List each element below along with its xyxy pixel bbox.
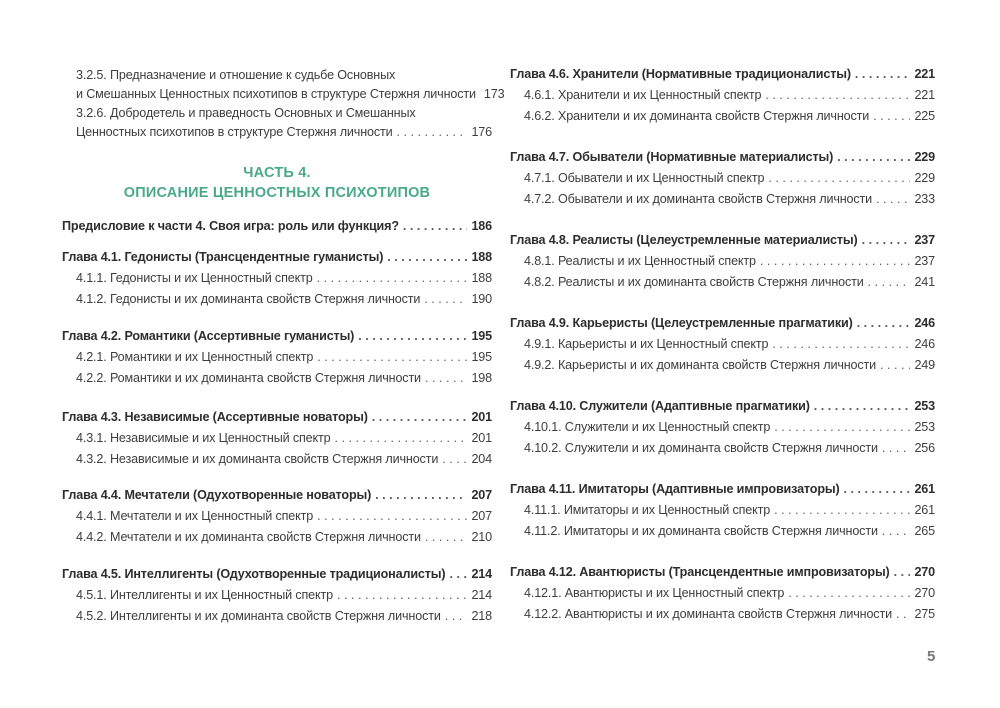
toc-chapter[interactable] <box>510 482 935 497</box>
leader-dots <box>788 586 910 601</box>
toc-subsection[interactable] <box>510 192 935 207</box>
page-ref: 270 <box>914 565 935 579</box>
leader-dots <box>880 358 910 373</box>
toc-subsection[interactable] <box>62 292 492 307</box>
leader-dots <box>774 420 910 435</box>
toc-chapter[interactable] <box>510 565 935 580</box>
page-ref: 253 <box>914 399 935 413</box>
toc-subsection[interactable] <box>62 530 492 545</box>
toc-entry-title: 4.11.1. Имитаторы и их Ценностный спектр <box>524 503 771 517</box>
toc-subsection[interactable] <box>62 271 492 286</box>
leader-dots <box>397 123 468 142</box>
toc-subsection[interactable] <box>62 588 492 603</box>
toc-entry-line2: и Смешанных Ценностных психотипов в структуре Стержня личности <box>76 87 476 101</box>
page-ref: 270 <box>914 586 935 600</box>
toc-chapter[interactable] <box>510 67 935 82</box>
toc-subsection[interactable] <box>510 607 935 622</box>
toc-entry-title: Глава 4.1. Гедонисты (Трансцендентные гуманисты) <box>62 250 384 264</box>
toc-chapter[interactable] <box>62 250 492 265</box>
toc-entry-title: Глава 4.4. Мечтатели (Одухотворенные новаторы) <box>62 488 372 502</box>
toc-subsection[interactable] <box>510 275 935 290</box>
leader-dots <box>882 441 911 456</box>
leader-dots <box>334 431 467 446</box>
leader-dots <box>424 292 467 307</box>
leader-dots <box>442 452 467 467</box>
toc-entry-title: Глава 4.6. Хранители (Нормативные традиционалисты) <box>510 67 851 81</box>
page-number: 5 <box>927 648 936 665</box>
toc-entry-title: Глава 4.12. Авантюристы (Трансцендентные импровизаторы) <box>510 565 890 579</box>
leader-dots <box>894 565 911 580</box>
toc-subsection[interactable] <box>510 88 935 103</box>
leader-dots <box>317 350 467 365</box>
page-ref: 246 <box>914 316 935 330</box>
leader-dots <box>876 192 910 207</box>
leader-dots <box>862 233 911 248</box>
toc-entry-title: Глава 4.11. Имитаторы (Адаптивные импровизаторы) <box>510 482 840 496</box>
toc-subsection[interactable] <box>62 609 492 624</box>
toc-entry-title: 4.3.2. Независимые и их доминанта свойств Стержня личности <box>76 452 439 466</box>
page-ref: 241 <box>914 275 935 289</box>
leader-dots <box>403 219 468 234</box>
leader-dots <box>857 316 911 331</box>
page-ref: 214 <box>471 588 492 602</box>
leader-dots <box>425 530 468 545</box>
leader-dots <box>372 410 468 425</box>
toc-entry-title: 4.4.1. Мечтатели и их Ценностный спектр <box>76 509 314 523</box>
toc-entry-title: Глава 4.5. Интеллигенты (Одухотворенные традиционалисты) <box>62 567 446 581</box>
toc-subsection[interactable] <box>62 350 492 365</box>
leader-dots <box>772 337 910 352</box>
toc-subsection[interactable] <box>510 337 935 352</box>
toc-entry-title: 4.1.1. Гедонисты и их Ценностный спектр <box>76 271 313 285</box>
toc-entry-3-2-5[interactable] <box>62 66 505 104</box>
leader-dots <box>760 254 911 269</box>
leader-dots <box>814 399 911 414</box>
toc-subsection[interactable] <box>62 452 492 467</box>
page-ref: 233 <box>914 192 935 206</box>
page-ref: 246 <box>914 337 935 351</box>
toc-entry-title: 4.5.1. Интеллигенты и их Ценностный спектр <box>76 588 334 602</box>
toc-entry-title: Глава 4.3. Независимые (Ассертивные новаторы) <box>62 410 368 424</box>
toc-entry-title: Глава 4.10. Служители (Адаптивные прагматики) <box>510 399 810 413</box>
leader-dots <box>873 109 910 124</box>
page-ref: 221 <box>914 88 935 102</box>
toc-entry-3-2-6[interactable] <box>62 104 492 142</box>
page-ref: 198 <box>471 371 492 385</box>
toc-entry-title: 4.9.1. Карьеристы и их Ценностный спектр <box>524 337 769 351</box>
leader-dots <box>896 607 910 622</box>
toc-entry-title: 4.7.1. Обыватели и их Ценностный спектр <box>524 171 765 185</box>
leader-dots <box>765 88 910 103</box>
page-ref: 229 <box>914 171 935 185</box>
toc-entry-title: 4.2.2. Романтики и их доминанта свойств Стержня личности <box>76 371 421 385</box>
leader-dots <box>774 503 910 518</box>
toc-subsection[interactable] <box>510 441 935 456</box>
leader-dots <box>449 567 467 582</box>
toc-entry-title: 4.12.2. Авантюристы и их доминанта свойств Стержня личности <box>524 607 892 621</box>
toc-subsection[interactable] <box>510 420 935 435</box>
toc-subsection[interactable] <box>510 171 935 186</box>
leader-dots <box>768 171 910 186</box>
toc-subsection[interactable] <box>62 431 492 446</box>
toc-subsection[interactable] <box>510 586 935 601</box>
leader-dots <box>375 488 467 503</box>
toc-entry-title: 4.11.2. Имитаторы и их доминанта свойств Стержня личности <box>524 524 878 538</box>
toc-entry-title: 4.4.2. Мечтатели и их доминанта свойств Стержня личности <box>76 530 421 544</box>
page-ref: 249 <box>914 358 935 372</box>
part-number: ЧАСТЬ 4. <box>243 165 311 181</box>
toc-subsection[interactable] <box>510 524 935 539</box>
toc-subsection[interactable] <box>62 509 492 524</box>
toc-entry-title: 4.6.2. Хранители и их доминанта свойств Стержня личности <box>524 109 870 123</box>
toc-subsection[interactable] <box>62 371 492 386</box>
leader-dots <box>868 275 911 290</box>
page-ref: 190 <box>471 292 492 306</box>
leader-dots <box>844 482 911 497</box>
page-ref: 210 <box>471 530 492 544</box>
page-ref: 225 <box>914 109 935 123</box>
toc-chapter[interactable] <box>62 410 492 425</box>
page-ref: 237 <box>914 233 935 247</box>
part-title: ОПИСАНИЕ ЦЕННОСТНЫХ ПСИХОТИПОВ <box>123 185 431 201</box>
page-ref: 201 <box>471 410 492 424</box>
page-ref: 261 <box>914 503 935 517</box>
leader-dots <box>425 371 467 386</box>
page-ref: 195 <box>471 350 492 364</box>
toc-entry-title: 4.9.2. Карьеристы и их доминанта свойств Стержня личности <box>524 358 877 372</box>
toc-entry-title: Глава 4.8. Реалисты (Целеустремленные материалисты) <box>510 233 858 247</box>
toc-entry-title: 4.8.2. Реалисты и их доминанта свойств Стержня личности <box>524 275 864 289</box>
toc-entry-title: 4.10.2. Служители и их доминанта свойств Стержня личности <box>524 441 878 455</box>
page-ref: 275 <box>914 607 935 621</box>
toc-subsection[interactable] <box>510 109 935 124</box>
page-ref: 204 <box>471 452 492 466</box>
leader-dots <box>837 150 910 165</box>
toc-entry-title: 4.2.1. Романтики и их Ценностный спектр <box>76 350 314 364</box>
toc-chapter[interactable] <box>62 488 492 503</box>
part-heading <box>62 163 492 203</box>
leader-dots <box>337 588 467 603</box>
page-ref: 173 <box>483 87 505 101</box>
toc-entry-title: Глава 4.9. Карьеристы (Целеустремленные прагматики) <box>510 316 853 330</box>
toc-chapter[interactable] <box>510 316 935 331</box>
page-ref: 218 <box>471 609 492 623</box>
page-ref: 256 <box>914 441 935 455</box>
toc-entry-title: 4.6.1. Хранители и их Ценностный спектр <box>524 88 762 102</box>
toc-chapter[interactable] <box>510 233 935 248</box>
page-ref: 229 <box>914 150 935 164</box>
toc-chapter[interactable] <box>62 329 492 344</box>
toc-preface[interactable] <box>62 219 492 234</box>
toc-chapter[interactable] <box>510 399 935 414</box>
page-ref: 265 <box>914 524 935 538</box>
page-ref: 221 <box>914 67 935 81</box>
leader-dots <box>882 524 911 539</box>
toc-entry-title: 4.8.1. Реалисты и их Ценностный спектр <box>524 254 756 268</box>
page-ref: 176 <box>471 125 492 139</box>
toc-entry-line1: 3.2.6. Добродетель и праведность Основных и Смешанных <box>76 106 416 120</box>
leader-dots <box>445 609 468 624</box>
page-ref: 207 <box>471 509 492 523</box>
toc-chapter[interactable] <box>510 150 935 165</box>
toc-subsection[interactable] <box>510 254 935 269</box>
toc-entry-title: 4.7.2. Обыватели и их доминанта свойств Стержня личности <box>524 192 873 206</box>
toc-subsection[interactable] <box>510 358 935 373</box>
toc-entry-title: 4.1.2. Гедонисты и их доминанта свойств Стержня личности <box>76 292 421 306</box>
page-ref: 261 <box>914 482 935 496</box>
toc-entry-title: 4.10.1. Служители и их Ценностный спектр <box>524 420 771 434</box>
toc-entry-title: Глава 4.7. Обыватели (Нормативные материалисты) <box>510 150 834 164</box>
leader-dots <box>317 271 468 286</box>
leader-dots <box>358 329 467 344</box>
toc-chapter[interactable] <box>62 567 492 582</box>
toc-entry-title: Глава 4.2. Романтики (Ассертивные гуманисты) <box>62 329 355 343</box>
toc-entry-title: 4.12.1. Авантюристы и их Ценностный спектр <box>524 586 785 600</box>
toc-entry-title: 4.3.1. Независимые и их Ценностный спектр <box>76 431 331 445</box>
leader-dots <box>387 250 467 265</box>
toc-entry-title: Предисловие к части 4. Своя игра: роль или функция? <box>62 219 399 233</box>
page-ref: 237 <box>914 254 935 268</box>
page-ref: 195 <box>471 329 492 343</box>
page-ref: 188 <box>471 250 492 264</box>
page-ref: 188 <box>471 271 492 285</box>
page-ref: 201 <box>471 431 492 445</box>
page-ref: 207 <box>471 488 492 502</box>
toc-entry-title: 4.5.2. Интеллигенты и их доминанта свойств Стержня личности <box>76 609 441 623</box>
page-ref: 253 <box>914 420 935 434</box>
leader-dots <box>317 509 467 524</box>
toc-subsection[interactable] <box>510 503 935 518</box>
page-ref: 186 <box>471 219 492 233</box>
leader-dots <box>855 67 911 82</box>
page-ref: 214 <box>471 567 492 581</box>
toc-entry-line1: 3.2.5. Предназначение и отношение к судьбе Основных <box>76 68 396 82</box>
toc-entry-line2: Ценностных психотипов в структуре Стержня личности <box>76 125 393 139</box>
